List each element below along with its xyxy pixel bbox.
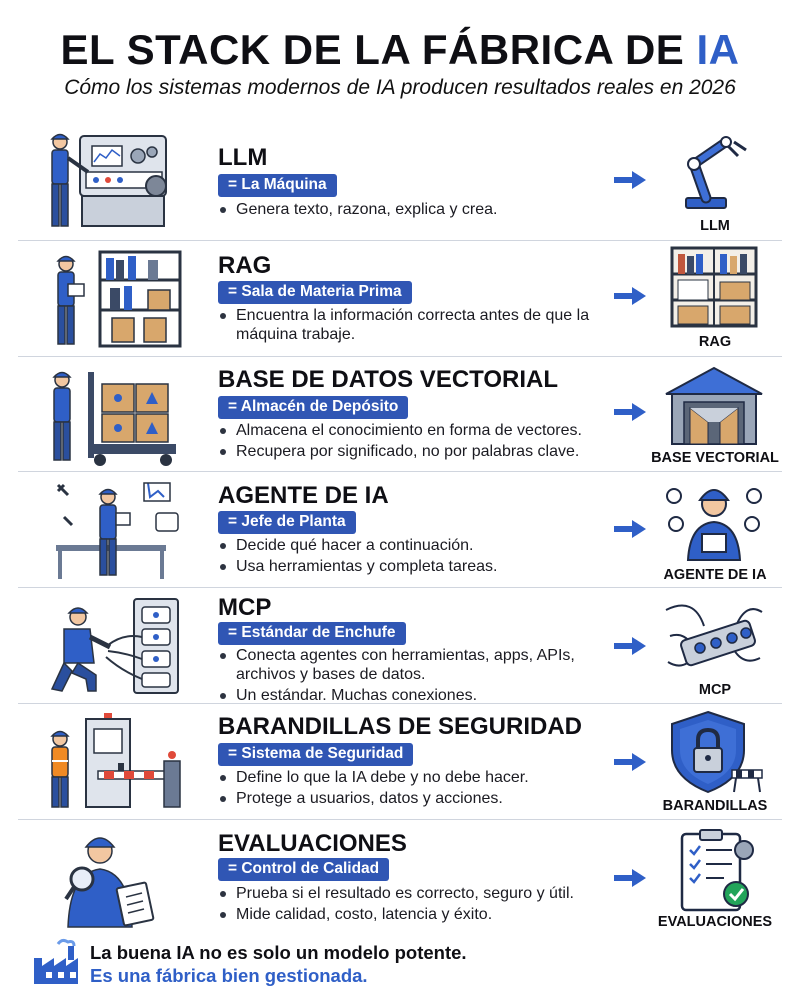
icon-label: BASE VECTORIAL [651, 450, 779, 466]
section-tag: = Almacén de Depósito [218, 396, 408, 419]
icon-label: RAG [698, 334, 732, 350]
arrow-right-icon [612, 517, 648, 541]
arrow-right-icon [612, 400, 648, 424]
divider [18, 356, 782, 357]
bullet-item: Recupera por significado, no por palabras clave. [218, 442, 618, 461]
bullet-item: Decide qué hacer a continuación. [218, 536, 618, 555]
plant-manager-icon [38, 477, 188, 583]
section-name: EVALUACIONES [218, 830, 407, 857]
bullet-item: Mide calidad, costo, latencia y éxito. [218, 905, 618, 924]
section-name: AGENTE DE IA [218, 482, 389, 509]
shield-lock-icon [664, 710, 764, 794]
bullet-list [218, 536, 618, 578]
arrow-right-icon [612, 634, 648, 658]
worker-at-panel-icon [38, 593, 188, 699]
section-tag: = La Máquina [218, 174, 337, 197]
worker-with-tablet-icon [664, 478, 764, 562]
page-subtitle: Cómo los sistemas modernos de IA producen resultados reales en 2026 [64, 76, 736, 99]
section-name: MCP [218, 594, 272, 621]
section-tag: = Sistema de Seguridad [218, 743, 413, 766]
bullet-item: Encuentra la información correcta antes de que la máquina trabaje. [218, 306, 598, 344]
bullet-item: Conecta agentes con herramientas, apps, APIs, archivos y bases de datos. [218, 646, 608, 684]
section-tag: = Sala de Materia Prima [218, 281, 412, 304]
arrow-right-icon [612, 866, 648, 890]
title-accent: IA [696, 26, 740, 73]
section-tag: = Control de Calidad [218, 858, 389, 881]
section-name: RAG [218, 252, 272, 279]
divider [18, 587, 782, 588]
arrow-right-icon [612, 168, 648, 192]
factory-icon [32, 938, 82, 986]
footer-line-1: La buena IA no es solo un modelo potente. [90, 942, 467, 963]
robot-arm-icon [664, 126, 764, 212]
arrow-right-icon [612, 284, 648, 308]
warehouse-icon [664, 364, 764, 446]
page-title [0, 26, 800, 74]
checklist-icon [664, 828, 764, 912]
icon-label: LLM [700, 218, 730, 234]
icon-label: BARANDILLAS [662, 798, 768, 814]
bullet-list [218, 306, 598, 346]
worker-at-machine-icon [38, 128, 188, 234]
footer-line-2: Es una fábrica bien gestionada. [90, 965, 368, 986]
bullet-item: Almacena el conocimiento en forma de vectores. [218, 421, 618, 440]
icon-label: MCP [698, 682, 732, 698]
bullet-item: Define lo que la IA debe y no debe hacer. [218, 768, 618, 787]
bullet-list [218, 884, 618, 926]
section-tag: = Jefe de Planta [218, 511, 356, 534]
divider [18, 471, 782, 472]
section-tag: = Estándar de Enchufe [218, 622, 406, 645]
bullet-item: Protege a usuarios, datos y acciones. [218, 789, 618, 808]
section-name: BASE DE DATOS VECTORIAL [218, 366, 559, 393]
section-name: LLM [218, 144, 268, 171]
section-name: BARANDILLAS DE SEGURIDAD [218, 713, 583, 740]
worker-with-boxes-icon [38, 362, 188, 468]
inspector-icon [38, 825, 188, 931]
icon-label: AGENTE DE IA [663, 567, 767, 583]
security-gate-icon [38, 709, 188, 815]
shelves-icon [664, 246, 764, 328]
bullet-list [218, 646, 608, 707]
bullet-item: Usa herramientas y completa tareas. [218, 557, 618, 576]
arrow-right-icon [612, 750, 648, 774]
divider [18, 240, 782, 241]
bullet-list [218, 421, 618, 463]
worker-at-shelves-icon [38, 246, 188, 352]
icon-label: EVALUACIONES [657, 914, 773, 930]
bullet-list [218, 768, 618, 810]
bullet-list [218, 200, 618, 221]
bullet-item: Prueba si el resultado es correcto, seguro y útil. [218, 884, 618, 903]
power-strip-icon [664, 596, 764, 678]
bullet-item: Genera texto, razona, explica y crea. [218, 200, 618, 219]
bullet-item: Un estándar. Muchas conexiones. [218, 686, 608, 705]
divider [18, 819, 782, 820]
title-text: EL STACK DE LA FÁBRICA DE [60, 26, 697, 73]
